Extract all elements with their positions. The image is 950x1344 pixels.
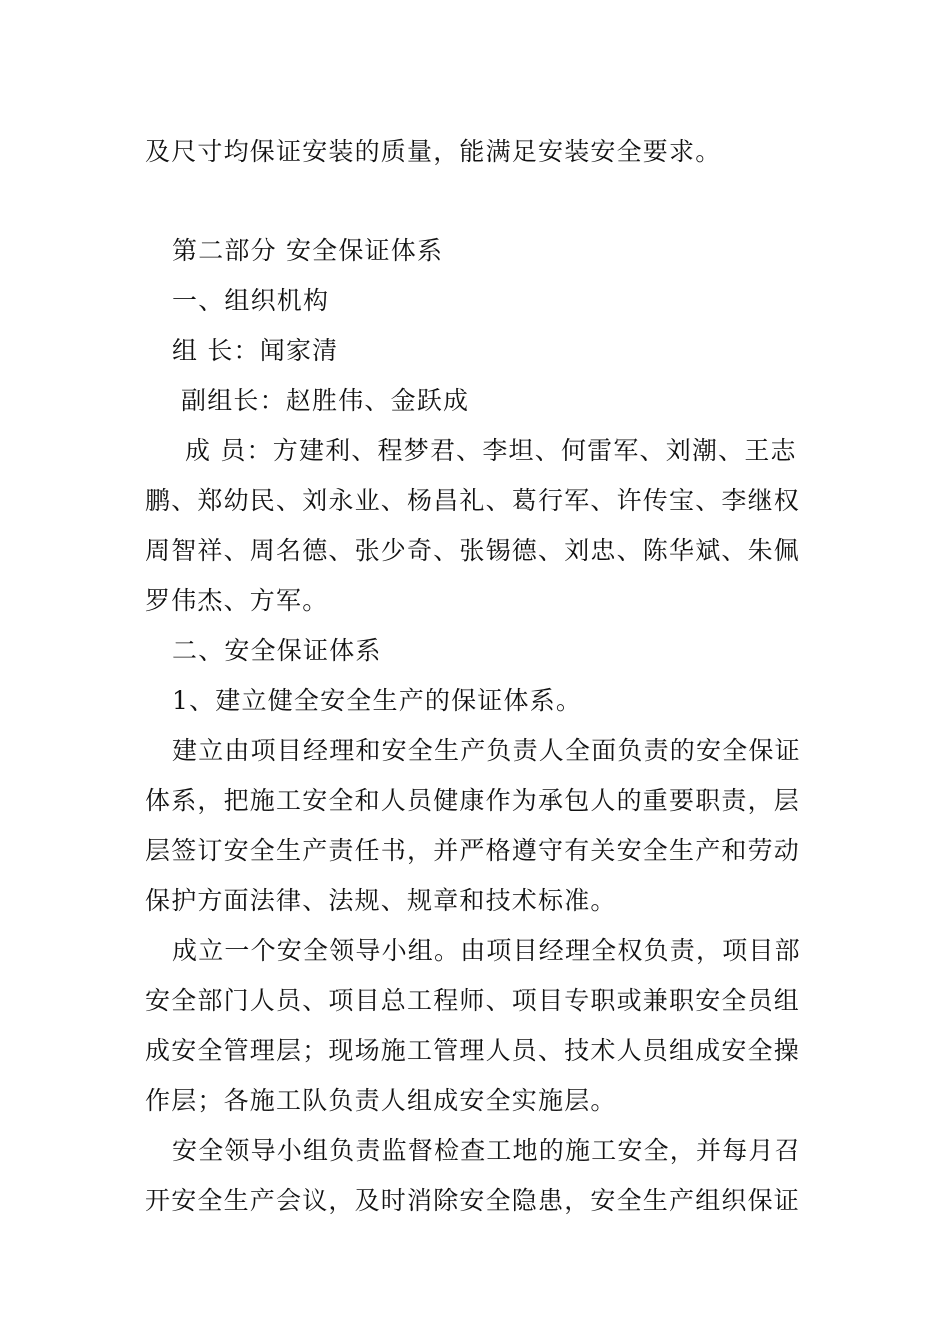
text-line: 1、建立健全安全生产的保证体系。: [172, 686, 583, 715]
text-line: 层签订安全生产责任书，并严格遵守有关安全生产和劳动: [145, 836, 801, 865]
text-line: 作层；各施工队负责人组成安全实施层。: [145, 1086, 617, 1115]
text-line: 成 员：方建利、程梦君、李坦、何雷军、刘潮、王志: [185, 436, 797, 465]
section-heading: 第二部分 安全保证体系: [172, 236, 444, 265]
text-line: 副组长：赵胜伟、金跃成: [181, 386, 470, 415]
text-line: 开安全生产会议，及时消除安全隐患，安全生产组织保证: [145, 1186, 801, 1215]
text-line: 建立由项目经理和安全生产负责人全面负责的安全保证: [172, 736, 801, 765]
subsection-heading: 一、组织机构: [172, 286, 330, 315]
text-line: 体系，把施工安全和人员健康作为承包人的重要职责，层: [145, 786, 801, 815]
text-line: 鹏、郑幼民、刘永业、杨昌礼、葛行军、许传宝、李继权: [145, 486, 801, 515]
text-line: 保护方面法律、法规、规章和技术标准。: [145, 886, 617, 915]
text-line: 周智祥、周名德、张少奇、张锡德、刘忠、陈华斌、朱佩: [145, 536, 801, 565]
subsection-heading: 二、安全保证体系: [172, 636, 382, 665]
text-line: 成立一个安全领导小组。由项目经理全权负责，项目部: [172, 936, 801, 965]
text-line: 组 长：闻家清: [172, 336, 339, 365]
text-line: 罗伟杰、方军。: [145, 586, 329, 615]
text-line: 安全领导小组负责监督检查工地的施工安全，并每月召: [172, 1136, 801, 1165]
text-line: 及尺寸均保证安装的质量，能满足安装安全要求。: [145, 137, 722, 166]
text-line: 成安全管理层；现场施工管理人员、技术人员组成安全操: [145, 1036, 801, 1065]
text-line: 安全部门人员、项目总工程师、项目专职或兼职安全员组: [145, 986, 801, 1015]
